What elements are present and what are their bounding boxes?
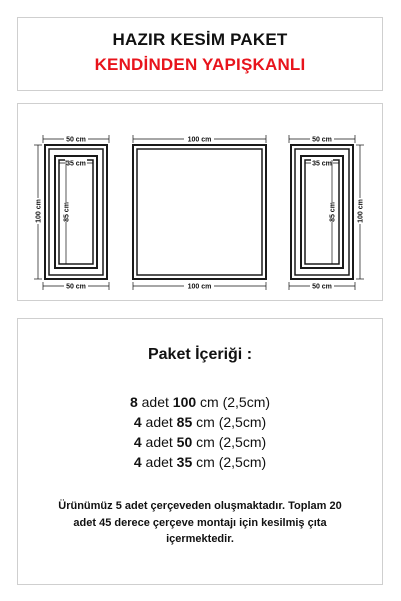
package-items-list — [18, 392, 382, 472]
left-inner-height-label: 85 cm — [63, 202, 71, 222]
right-top-dim-label: 50 cm — [312, 136, 332, 144]
package-contents-box — [17, 318, 383, 585]
left-inner-frame — [55, 156, 97, 268]
package-item: 4 adet 35 cm (2,5cm) — [133, 454, 267, 470]
right-inner-height-label: 85 cm — [329, 202, 337, 222]
package-item: 4 adet 50 cm (2,5cm) — [133, 434, 267, 450]
package-item: 8 adet 100 cm (2,5cm) — [129, 394, 271, 410]
page-title: HAZIR KESİM PAKET — [112, 30, 288, 49]
right-inner-frame — [301, 156, 343, 268]
right-outer-frame-inner — [295, 149, 349, 275]
frame-diagram — [17, 103, 383, 301]
frame-diagram-svg — [18, 104, 384, 302]
right-inner-width-label: 35 cm — [312, 160, 332, 168]
left-outer-height-label: 100 cm — [35, 199, 43, 223]
center-top-dim-label: 100 cm — [187, 136, 212, 144]
left-inner-width-label: 35 cm — [66, 160, 86, 168]
right-outer-height-label: 100 cm — [357, 199, 365, 223]
right-bottom-dim-label: 50 cm — [312, 283, 332, 291]
left-top-dim-label: 50 cm — [66, 136, 86, 144]
left-bottom-dim-label: 50 cm — [66, 283, 86, 291]
center-frame-panel — [133, 135, 266, 291]
right-frame-panel — [289, 135, 365, 291]
package-note: Ürünümüz 5 adet çerçeveden oluşmaktadır. Toplam 20 adet 45 derece çerçeve montajı için kesilmiş çıta içermektedir. — [58, 500, 342, 545]
package-title: Paket İçeriği : — [147, 346, 253, 363]
center-inner-frame — [137, 149, 262, 275]
left-frame-panel — [34, 135, 109, 291]
center-bottom-dim-label: 100 cm — [187, 283, 212, 291]
header-box — [17, 17, 383, 91]
package-item: 4 adet 85 cm (2,5cm) — [133, 414, 267, 430]
center-outer-frame — [133, 145, 266, 279]
left-outer-frame-inner — [49, 149, 103, 275]
page-subtitle: KENDİNDEN YAPIŞKANLI — [94, 55, 306, 74]
